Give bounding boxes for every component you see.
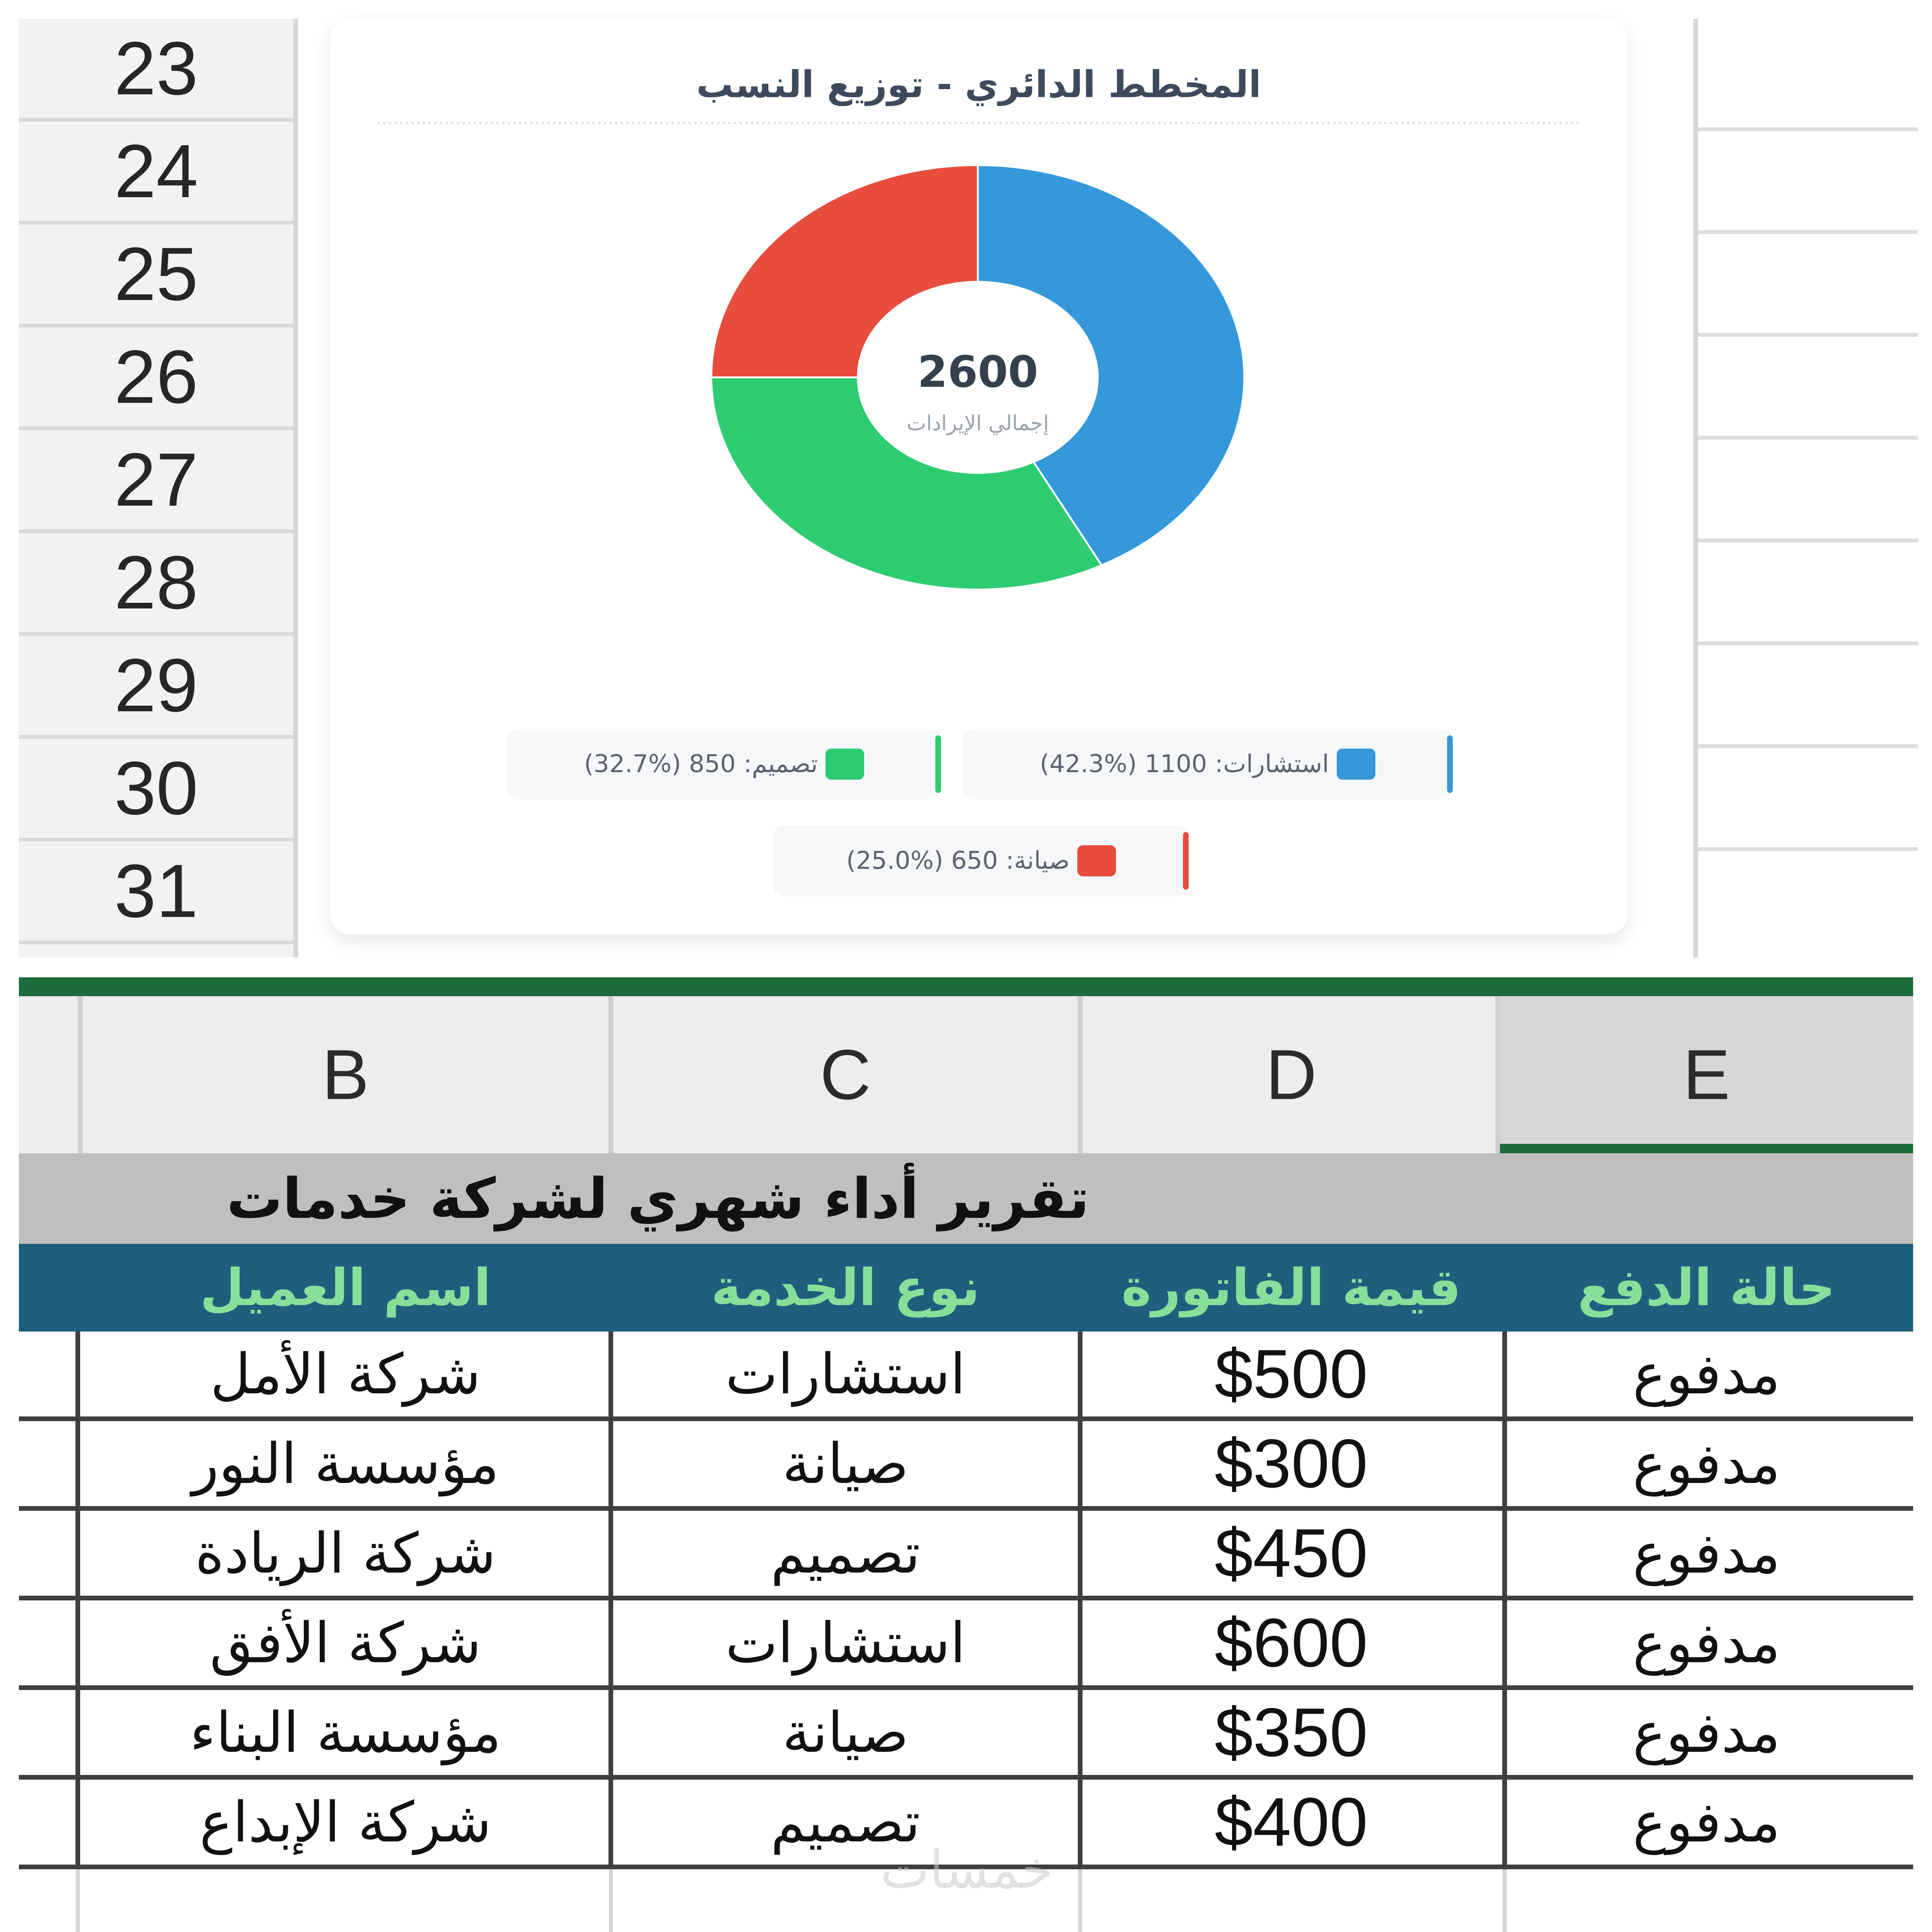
column-divider (1078, 996, 1083, 1153)
legend-item-consulting[interactable] (962, 729, 1453, 799)
grid-line (1503, 1869, 1507, 1932)
column-header-d[interactable]: D (1266, 1035, 1317, 1114)
report-title-row[interactable] (19, 1153, 1913, 1244)
column-header-bar (19, 996, 1913, 1153)
service-type-cell[interactable]: تصميم (770, 1521, 921, 1586)
table-row[interactable] (19, 1690, 1913, 1780)
payment-status-cell[interactable]: مدفوع (1632, 1790, 1781, 1855)
grid-line (609, 1869, 613, 1932)
header-invoice-value[interactable]: قيمة الفاتورة (1121, 1258, 1461, 1317)
row-header-31[interactable]: 31 (19, 841, 293, 944)
payment-status-cell[interactable]: مدفوع (1632, 1700, 1781, 1765)
table-row[interactable] (19, 1511, 1913, 1600)
client-name-cell[interactable]: شركة الريادة (195, 1521, 496, 1586)
client-name-cell[interactable]: مؤسسة النور (192, 1431, 500, 1496)
legend-swatch-design (825, 749, 864, 780)
client-name-cell[interactable]: مؤسسة البناء (190, 1700, 501, 1765)
grid-line (75, 1332, 80, 1869)
row-header-24[interactable]: 24 (19, 122, 293, 225)
table-row[interactable] (19, 1332, 1913, 1421)
payment-status-cell[interactable]: مدفوع (1632, 1341, 1781, 1407)
service-type-cell[interactable]: استشارات (725, 1341, 966, 1407)
grid-line (1078, 1332, 1083, 1869)
report-title: تقرير أداء شهري لشركة خدمات (226, 1166, 1090, 1231)
invoice-value-cell[interactable]: $500 (1215, 1335, 1368, 1412)
legend-item-design[interactable] (507, 729, 941, 799)
center-total: 2600 (917, 347, 1039, 397)
chart-title: المخطط الدائري - توزيع النسب (696, 64, 1261, 106)
legend-label-maintenance: صيانة: 650 (%25.0) (846, 847, 1070, 875)
invoice-value-cell[interactable]: $450 (1215, 1515, 1368, 1591)
column-divider (78, 996, 83, 1153)
grid-line (76, 1869, 80, 1932)
row-header-23[interactable]: 23 (19, 19, 293, 122)
column-divider (1495, 996, 1500, 1153)
chart-card[interactable] (330, 19, 1627, 934)
client-name-cell[interactable]: شركة الأفق (209, 1610, 482, 1675)
service-type-cell[interactable]: تصميم (770, 1790, 921, 1855)
invoice-value-cell[interactable]: $350 (1215, 1694, 1368, 1771)
service-type-cell[interactable]: استشارات (725, 1610, 966, 1675)
payment-status-cell[interactable]: مدفوع (1632, 1610, 1781, 1675)
legend-swatch-consulting (1337, 749, 1375, 780)
service-type-cell[interactable]: صيانة (782, 1431, 909, 1496)
row-header-25[interactable]: 25 (19, 225, 293, 327)
column-divider (608, 996, 613, 1153)
screenshot-separator (19, 977, 1913, 996)
invoice-value-cell[interactable]: $300 (1215, 1425, 1368, 1502)
row-header-29[interactable]: 29 (19, 636, 293, 739)
donut-chart (330, 19, 1627, 679)
client-name-cell[interactable]: شركة الإبداع (200, 1790, 491, 1855)
row-header-26[interactable]: 26 (19, 327, 293, 430)
invoice-value-cell[interactable]: $600 (1215, 1604, 1368, 1681)
column-header-c[interactable]: C (820, 1035, 871, 1114)
service-type-cell[interactable]: صيانة (782, 1700, 909, 1765)
legend-label-design: تصميم: 850 (%32.7) (584, 750, 818, 778)
row-header-30[interactable]: 30 (19, 739, 293, 841)
legend-label-consulting: استشارات: 1100 (%42.3) (1040, 750, 1329, 778)
header-service-type[interactable]: نوع الخدمة (711, 1258, 980, 1317)
legend-item-maintenance[interactable] (774, 825, 1189, 896)
row-header-28[interactable]: 28 (19, 533, 293, 636)
invoice-value-cell[interactable]: $400 (1215, 1783, 1368, 1860)
table-header-row[interactable] (19, 1244, 1913, 1332)
column-header-b[interactable]: B (322, 1035, 369, 1114)
client-name-cell[interactable]: شركة الأمل (210, 1341, 481, 1407)
grid-line (1502, 1332, 1507, 1869)
column-header-e[interactable]: E (1500, 996, 1913, 1153)
header-payment-status[interactable]: حالة الدفع (1577, 1258, 1836, 1317)
legend-swatch-maintenance (1077, 845, 1116, 876)
payment-status-cell[interactable]: مدفوع (1632, 1521, 1781, 1586)
chart-screenshot (0, 0, 1932, 958)
table-row[interactable] (19, 1421, 1913, 1511)
center-label: إجمالي الإيرادات (907, 411, 1049, 435)
header-client-name[interactable]: اسم العميل (200, 1258, 491, 1317)
table-row[interactable] (19, 1600, 1913, 1690)
row-number-column (19, 19, 298, 958)
watermark-logo: خمسات (880, 1840, 1054, 1900)
row-header-27[interactable]: 27 (19, 430, 293, 533)
donut-slice-design (711, 377, 1102, 590)
grid-cells-right[interactable] (1693, 19, 1918, 958)
payment-status-cell[interactable]: مدفوع (1632, 1431, 1781, 1496)
donut-slice-maintenance (711, 165, 978, 377)
grid-line (608, 1332, 613, 1869)
